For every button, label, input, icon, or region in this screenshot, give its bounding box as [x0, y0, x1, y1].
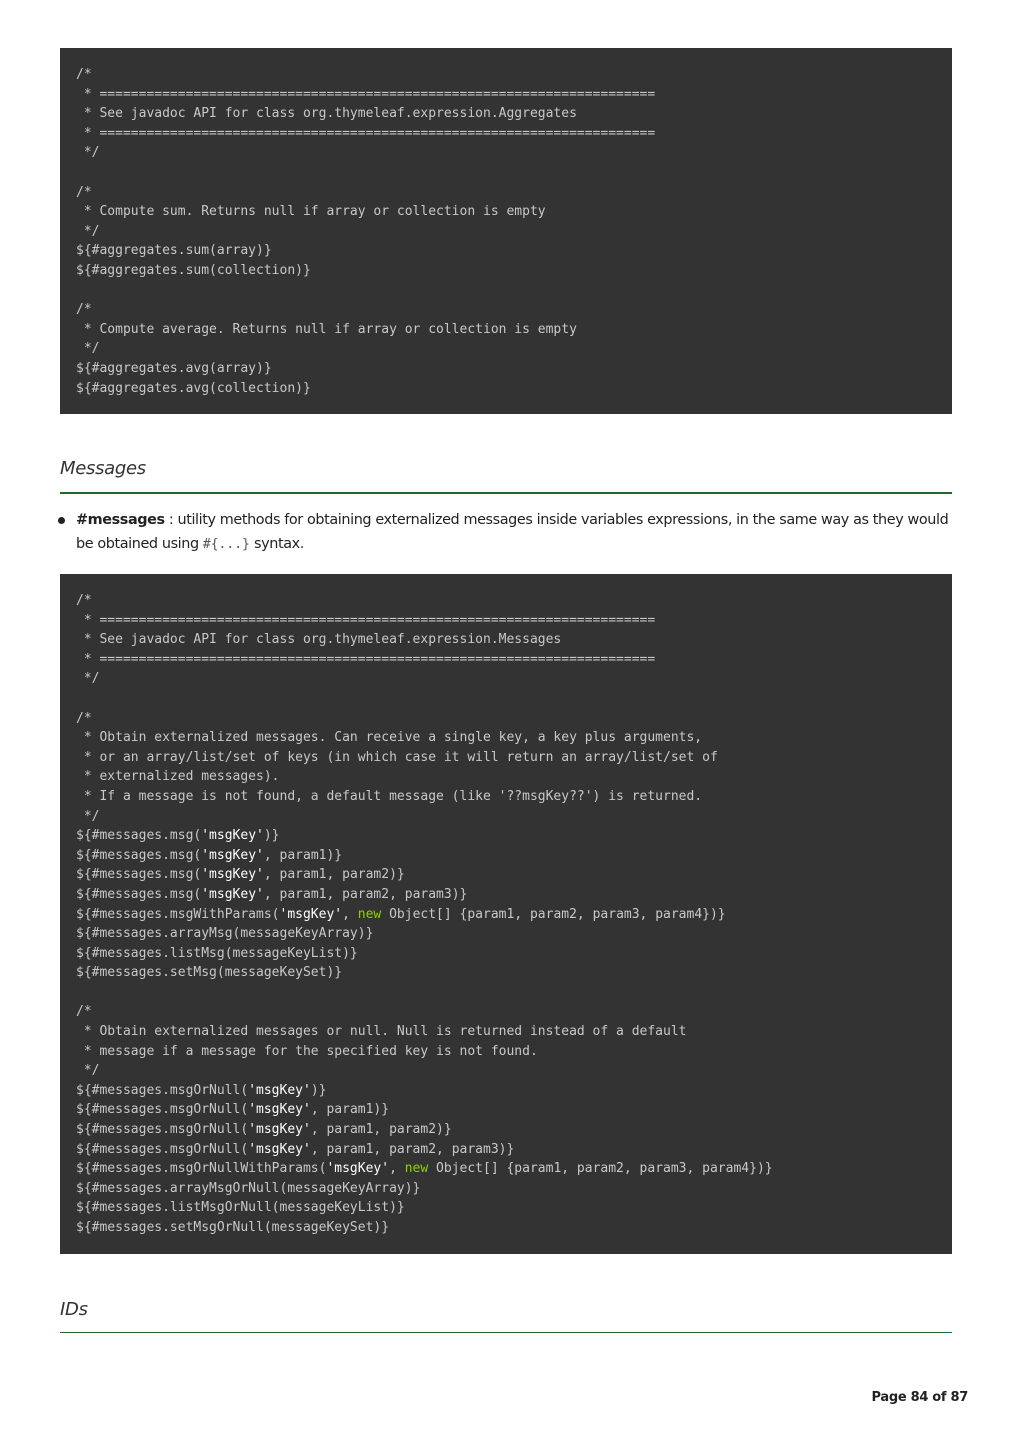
string-literal: 'msgKey'	[326, 1161, 390, 1177]
code-text: * =======================================================================	[76, 651, 656, 667]
code-line	[76, 1120, 936, 1140]
string-literal: 'msgKey'	[248, 1102, 311, 1118]
code-line	[76, 807, 936, 827]
code-text: * If a message is not found, a default message (like '??msgKey??') is returned.	[76, 788, 703, 804]
code-text: , param1, param2, param3)}	[310, 1141, 515, 1157]
string-literal: 'msgKey'	[248, 1141, 311, 1157]
bullet-icon	[58, 517, 65, 524]
code-text: /*	[76, 593, 92, 608]
code-line	[76, 669, 936, 689]
code-text: ${#messages.msgOrNull(	[76, 1082, 249, 1098]
code-line	[76, 359, 936, 379]
code-line	[76, 1002, 936, 1022]
section-heading-ids: IDs	[60, 1299, 88, 1320]
code-line	[76, 1159, 936, 1179]
string-literal: 'msgKey'	[279, 906, 343, 922]
code-text: /*	[76, 710, 92, 726]
code-text: */	[76, 145, 100, 161]
code-line	[76, 1179, 936, 1199]
code-line	[76, 1081, 936, 1101]
code-text: /*	[76, 302, 92, 318]
code-text: ${#messages.msg(	[76, 867, 202, 883]
code-text: ${#aggregates.avg(collection)}	[76, 380, 311, 396]
code-text: * See javadoc API for class org.thymeleaf.expression.Messages	[76, 632, 562, 648]
code-line	[76, 163, 936, 183]
code-line	[76, 143, 936, 163]
code-text: */	[76, 808, 100, 824]
code-text: * Obtain externalized messages or null. Null is returned instead of a default	[76, 1024, 687, 1040]
code-line	[76, 630, 936, 650]
code-text: ${#messages.arrayMsg(messageKeyArray)}	[76, 926, 374, 942]
code-text: , param1, param2, param3)}	[263, 886, 468, 902]
code-line	[76, 1061, 936, 1081]
code-line	[76, 689, 936, 709]
keyword: new	[404, 1161, 429, 1177]
code-line	[76, 650, 936, 670]
code-text: */	[76, 671, 100, 687]
code-line	[76, 379, 936, 399]
code-text: ${#messages.msgOrNull(	[76, 1122, 249, 1138]
code-text: ${#messages.msgOrNull(	[76, 1102, 249, 1118]
bullet-text-end: syntax.	[249, 536, 304, 552]
code-text: ,	[389, 1161, 405, 1177]
code-text: ${#messages.msg(	[76, 847, 202, 863]
code-text: ${#messages.msg(	[76, 828, 202, 844]
keyword: new	[357, 906, 382, 922]
code-text: * or an array/list/set of keys (in which case it will return an array/list/set of	[76, 749, 718, 765]
code-line	[76, 124, 936, 144]
code-text: ${#aggregates.sum(collection)}	[76, 262, 311, 278]
code-line	[76, 748, 936, 768]
code-text: */	[76, 1063, 100, 1079]
code-text: * Obtain externalized messages. Can receive a single key, a key plus arguments,	[76, 730, 703, 746]
code-text: * message if a message for the specified key is not found.	[76, 1043, 538, 1059]
code-text: ${#aggregates.sum(array)}	[76, 243, 272, 259]
code-text: /*	[76, 67, 92, 82]
code-line	[76, 261, 936, 281]
string-literal: 'msgKey'	[248, 1122, 311, 1138]
code-line	[76, 865, 936, 885]
code-text: ${#aggregates.avg(array)}	[76, 360, 272, 376]
code-text: , param1)}	[310, 1102, 390, 1118]
code-text: * See javadoc API for class org.thymeleaf.expression.Aggregates	[76, 106, 577, 122]
code-text: Object[] {param1, param2, param3, param4})}	[428, 1161, 773, 1177]
code-text: */	[76, 341, 100, 357]
code-line	[76, 339, 936, 359]
code-text: ${#messages.listMsg(messageKeyList)}	[76, 945, 358, 961]
section-heading-messages: Messages	[60, 458, 146, 479]
code-line	[76, 728, 936, 748]
code-text: /*	[76, 1004, 92, 1020]
code-line	[76, 65, 936, 85]
code-text: * =======================================================================	[76, 86, 656, 102]
code-text: ${#messages.setMsg(messageKeySet)}	[76, 965, 343, 981]
string-literal: 'msgKey'	[201, 867, 264, 883]
code-line	[76, 885, 936, 905]
code-text: , param1)}	[263, 847, 343, 863]
code-line	[76, 202, 936, 222]
code-line	[76, 222, 936, 242]
code-text: ,	[342, 906, 358, 922]
code-text: * =======================================================================	[76, 612, 656, 628]
code-text: ${#messages.msg(	[76, 886, 202, 902]
section-divider	[60, 492, 952, 494]
bullet-term: #messages	[76, 512, 165, 528]
code-text: , param1, param2)}	[263, 867, 405, 883]
code-text: * externalized messages).	[76, 769, 280, 785]
code-line	[76, 709, 936, 729]
code-line	[76, 767, 936, 787]
code-line	[76, 85, 936, 105]
code-text: Object[] {param1, param2, param3, param4})}	[381, 906, 726, 922]
code-text: , param1, param2)}	[310, 1122, 452, 1138]
code-line	[76, 944, 936, 964]
string-literal: 'msgKey'	[201, 847, 264, 863]
string-literal: 'msgKey'	[201, 828, 264, 844]
code-line	[76, 281, 936, 301]
code-line	[76, 826, 936, 846]
code-line	[76, 320, 936, 340]
messages-bullet-list	[60, 508, 952, 557]
bullet-text: : utility methods for obtaining externalized messages inside variables expressions, in the same way as they would be obtained using	[76, 512, 949, 552]
code-line	[76, 924, 936, 944]
code-line	[76, 1022, 936, 1042]
code-line	[76, 611, 936, 631]
code-line	[76, 1042, 936, 1062]
code-block-aggregates	[60, 48, 952, 414]
code-text: * =======================================================================	[76, 125, 656, 141]
code-line	[76, 1100, 936, 1120]
code-block-messages	[60, 574, 952, 1254]
code-text: ${#messages.setMsgOrNull(messageKeySet)}	[76, 1220, 390, 1235]
code-text: )}	[310, 1082, 327, 1098]
code-line	[76, 963, 936, 983]
code-line	[76, 905, 936, 925]
page-number: Page 84 of 87	[871, 1390, 968, 1405]
string-literal: 'msgKey'	[248, 1082, 311, 1098]
code-line	[76, 787, 936, 807]
code-text: * Compute sum. Returns null if array or collection is empty	[76, 204, 546, 220]
code-text: ${#messages.listMsgOrNull(messageKeyList)}	[76, 1200, 405, 1216]
code-line	[76, 591, 936, 611]
code-text: * Compute average. Returns null if array or collection is empty	[76, 321, 577, 337]
code-text: ${#messages.msgOrNull(	[76, 1141, 249, 1157]
code-line	[76, 1218, 936, 1238]
code-line	[76, 983, 936, 1003]
code-text: ${#messages.arrayMsgOrNull(messageKeyArray)}	[76, 1180, 421, 1196]
code-line	[76, 183, 936, 203]
code-text: */	[76, 223, 100, 239]
code-text: /*	[76, 184, 92, 200]
section-divider	[60, 1332, 952, 1333]
string-literal: 'msgKey'	[201, 886, 264, 902]
inline-code: #{...}	[202, 537, 250, 552]
code-line	[76, 241, 936, 261]
code-line	[76, 104, 936, 124]
code-line	[76, 846, 936, 866]
code-text: ${#messages.msgOrNullWithParams(	[76, 1161, 327, 1177]
code-text: ${#messages.msgWithParams(	[76, 906, 280, 922]
code-line	[76, 1198, 936, 1218]
code-line	[76, 1140, 936, 1160]
code-line	[76, 300, 936, 320]
code-text: )}	[263, 828, 280, 844]
list-item	[60, 508, 952, 557]
